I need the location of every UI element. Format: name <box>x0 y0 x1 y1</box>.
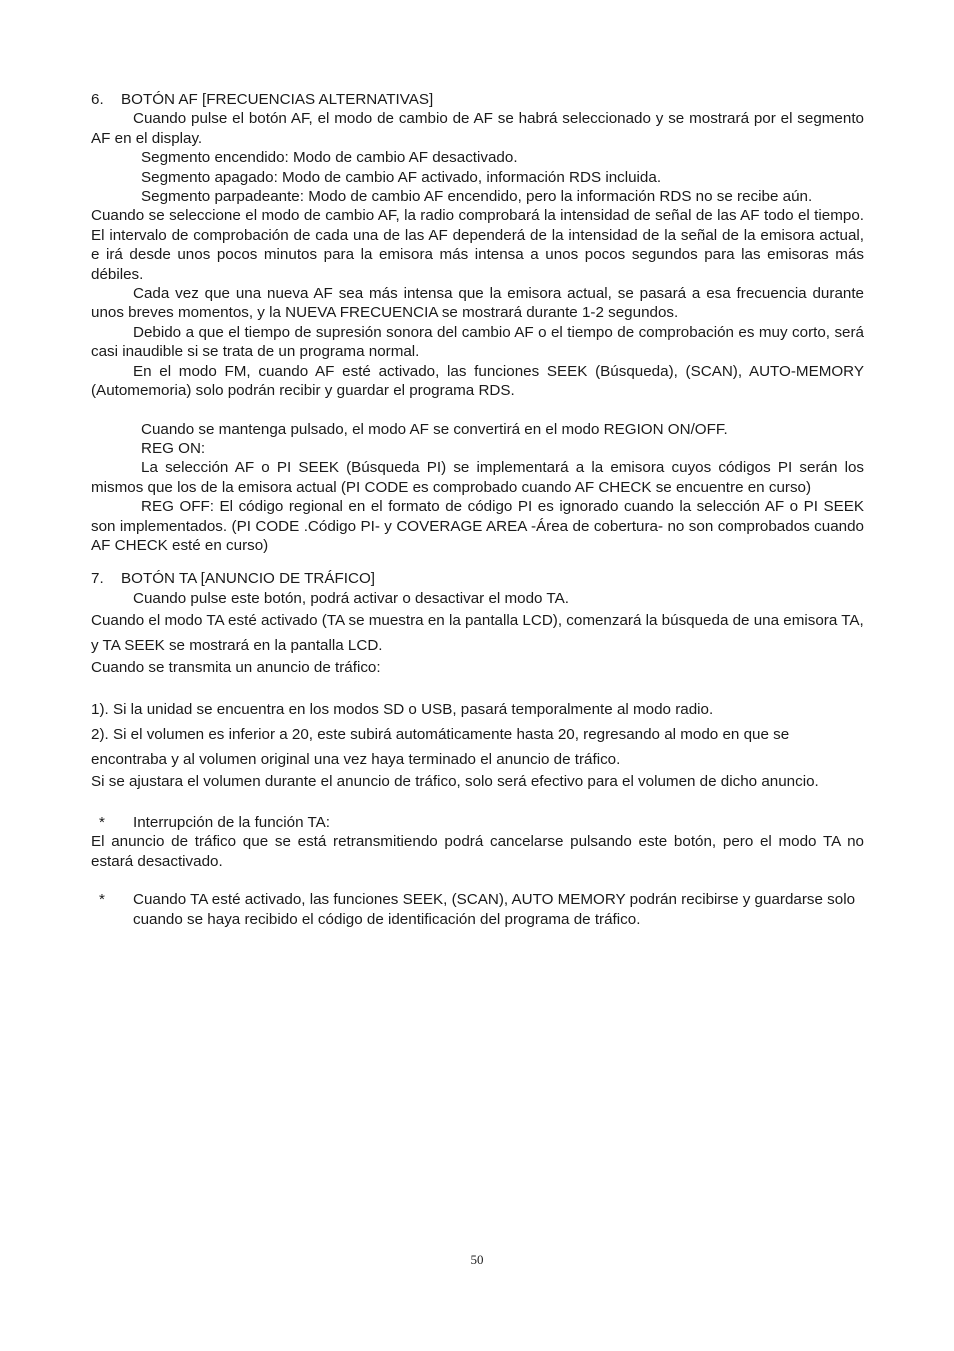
section-7-heading <box>91 569 864 588</box>
section-7-paragraph-4: Si se ajustara el volumen durante el anuncio de tráfico, solo será efectivo para el volumen de dicho anuncio. <box>91 772 819 790</box>
bullet-mark: * <box>99 891 105 909</box>
bullet-ta-seek: * Cuando TA esté activado, las funciones SEEK, (SCAN), AUTO MEMORY podrán recibirse y guardarse solo cuando se haya recibido el código de identificación del programa de tráfico. <box>99 891 856 928</box>
section-6-paragraph-4: Debido a que el tiempo de supresión sonora del cambio AF o el tiempo de comprobación es muy corto, será casi inaudible si se trata de un programa normal. <box>91 323 864 361</box>
reg-on-text: La selección AF o PI SEEK (Búsqueda PI) se implementará a la emisora cuyos códigos PI serán los mismos que los de la emisora actual (PI CODE es comprobado cuando AF CHECK se encuentre en curso) <box>91 459 864 496</box>
section-6-paragraph-1: Cuando pulse el botón AF, el modo de cambio de AF se habrá seleccionado y se mostrará por el segmento AF en el display. <box>91 110 864 147</box>
section-6-title: BOTÓN AF [FRECUENCIAS ALTERNATIVAS] <box>121 91 434 108</box>
section-7-paragraph-3: Cuando se transmita un anuncio de tráfico: <box>91 659 381 677</box>
segment-on-line: Segmento encendido: Modo de cambio AF desactivado. <box>141 149 518 167</box>
reg-on-label: REG ON: <box>141 439 206 457</box>
segment-off-line: Segmento apagado: Modo de cambio AF activado, información RDS incluida. <box>141 168 662 186</box>
section-6-heading <box>91 90 864 109</box>
section-7-title: BOTÓN TA [ANUNCIO DE TRÁFICO] <box>121 570 375 588</box>
section-6-paragraph-2: Cuando se seleccione el modo de cambio AF, la radio comprobará la intensidad de señal de las AF todo el tiempo. El intervalo de comprobación de cada una de las AF dependerá de la intensidad de la señal de la emisora actual, e irá desde unos pocos minutos para la emisora más intensa a unos pocos segundos para las emisoras más débiles. <box>91 207 864 283</box>
page-number: 50 <box>470 1252 484 1267</box>
bullet-mark: * <box>99 813 105 831</box>
page-body <box>91 90 864 929</box>
section-6-paragraph-3: Cada vez que una nueva AF sea más intensa que la emisora actual, se pasará a esa frecuencia durante unos breves momentos, y la NUEVA FRECUENCIA se mostrará durante 1-2 segundos. <box>91 285 864 322</box>
segment-blink-line: Segmento parpadeante: Modo de cambio AF encendido, pero la información RDS no se recibe aún. <box>141 188 813 206</box>
bullet-ta-interruption: * Interrupción de la función TA: <box>99 813 330 831</box>
section-7-paragraph-2: Cuando el modo TA esté activado (TA se muestra en la pantalla LCD), comenzará la búsqueda de una emisora TA, y TA SEEK se mostrará en la pantalla LCD. <box>91 612 864 655</box>
section-7-paragraph-5: El anuncio de tráfico que se está retransmitiendo podrá cancelarse pulsando este botón, pero el modo TA no estará desactivado. <box>91 833 864 870</box>
reg-off-text: REG OFF: El código regional en el formato de código PI es ignorado cuando la selección AF o PI SEEK son implementados. (PI CODE .Código PI- y COVERAGE AREA -Área de cobertura- no son comprobados cuando AF CHECK esté en curso) <box>91 498 864 554</box>
section-6-paragraph-5: En el modo FM, cuando AF esté activado, las funciones SEEK (Búsqueda), (SCAN), AUTO-MEMORY (Automemoria) solo podrán recibir y guardar el programa RDS. <box>91 362 864 400</box>
section-6-paragraph-6: Cuando se mantenga pulsado, el modo AF se convertirá en el modo REGION ON/OFF. <box>141 420 728 438</box>
section-7-number: 7. <box>91 570 104 588</box>
section-7-item-1: 1). Si la unidad se encuentra en los modos SD o USB, pasará temporalmente al modo radio. <box>91 700 714 718</box>
section-7-paragraph-1: Cuando pulse este botón, podrá activar o desactivar el modo TA. <box>133 589 569 607</box>
section-7-item-2: 2). Si el volumen es inferior a 20, este subirá automáticamente hasta 20, regresando al modo en que se encontraba y al volumen original una vez haya terminado el anuncio de tráfico. <box>91 725 790 768</box>
section-6-number: 6. <box>91 91 104 108</box>
